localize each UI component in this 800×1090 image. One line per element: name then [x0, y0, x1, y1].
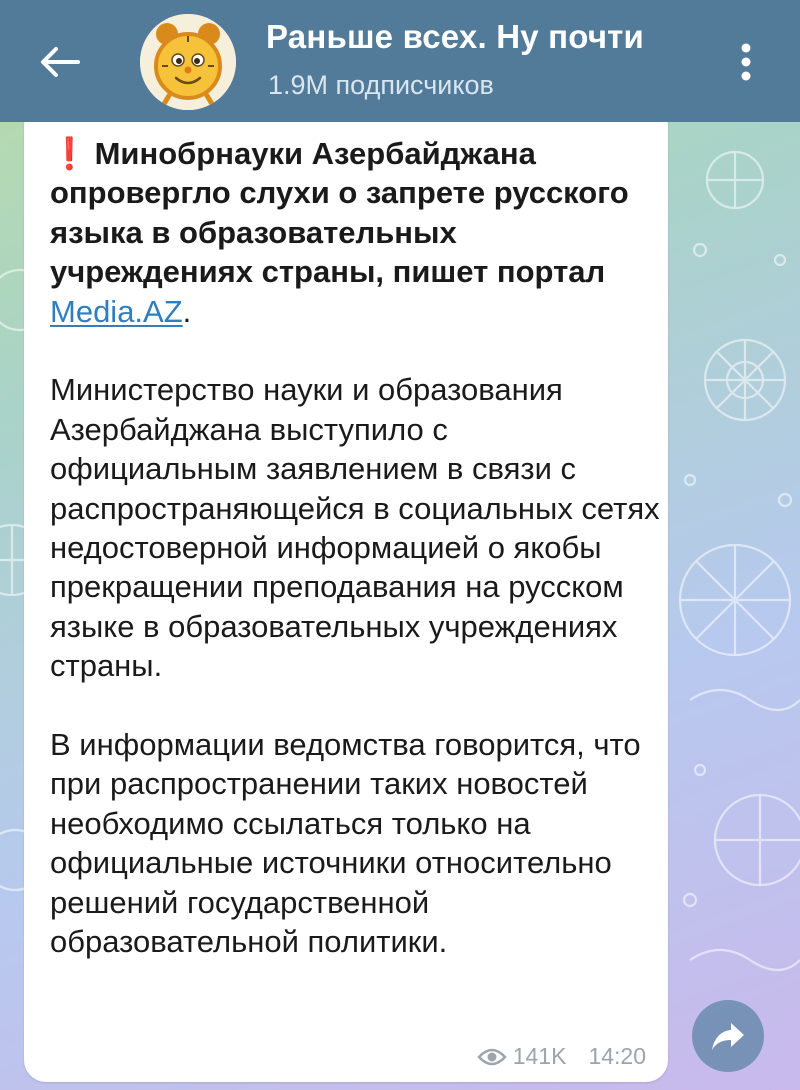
message-paragraph-2: В информации ведомства говорится, что при распространении таких новостей необходимо ссылаться только на официальные источники относительно решений государственной образовательной политики. — [50, 727, 641, 960]
arrow-left-icon — [40, 46, 80, 78]
exclamation-icon: ❗ — [50, 136, 89, 171]
message-text — [50, 134, 660, 962]
share-arrow-icon — [711, 1021, 745, 1051]
headline-text: Минобрнауки Азербайджана опровергло слухи о запрете русского языка в образовательных учреждениях страны, пишет портал — [50, 136, 629, 290]
message-time: 14:20 — [588, 1043, 646, 1069]
chat-header — [0, 0, 800, 122]
back-button[interactable] — [28, 30, 92, 94]
headline-period: . — [182, 293, 192, 329]
channel-title[interactable]: Раньше всех. Ну почти — [266, 18, 645, 55]
eye-icon — [477, 1047, 507, 1067]
subscriber-count: 1.9M подписчиков — [268, 70, 494, 100]
channel-avatar[interactable] — [140, 14, 236, 110]
view-count: 141K — [512, 1043, 567, 1069]
forward-button[interactable] — [692, 1000, 764, 1072]
alarm-clock-smiley-avatar — [140, 14, 236, 110]
media-az-link[interactable]: Media.AZ — [50, 293, 183, 329]
message-bubble — [24, 104, 668, 1082]
paragraph-gap — [50, 331, 660, 370]
message-meta — [477, 1043, 646, 1070]
more-vertical-icon — [740, 42, 752, 82]
message-headline — [50, 134, 660, 331]
message-paragraph-1: Министерство науки и образования Азербайджана выступило с официальным заявлением в связи с распространяющейся в социальных сетях недостоверной информацией о якобы прекращении преподавания на русском языке в образовательных учреждениях страны. — [50, 372, 660, 684]
more-menu-button[interactable] — [724, 34, 768, 90]
title-fade-overlay — [660, 14, 720, 64]
paragraph-gap — [50, 686, 660, 725]
